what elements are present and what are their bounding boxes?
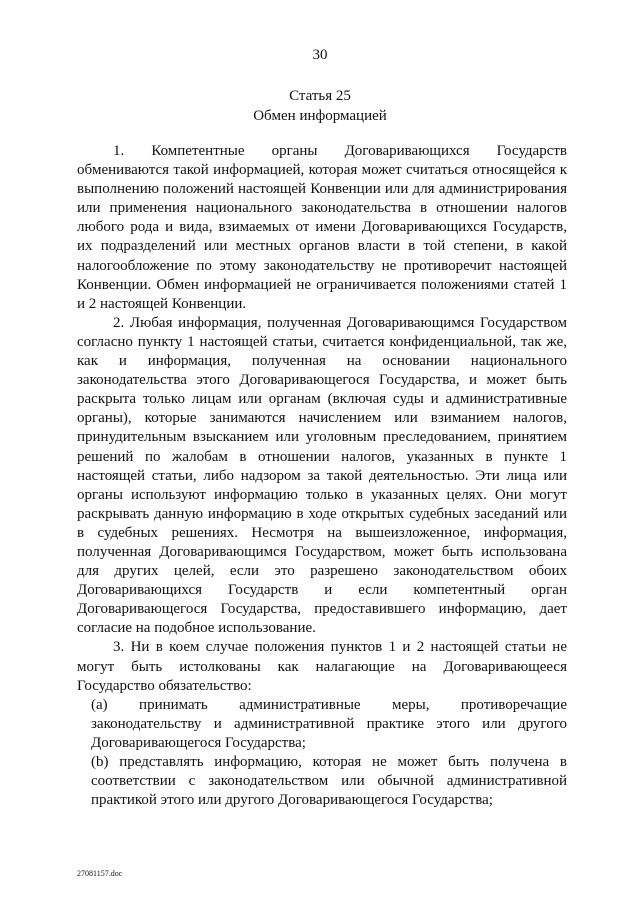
file-name-footer: 27081157.doc bbox=[77, 869, 123, 878]
paragraph-2: 2. Любая информация, полученная Договаривающимся Государством согласно пункту 1 настоящей статьи, считается конфиденциальной, так же, как и информация, полученная на основании национального законодательства этого Договаривающегося Государства, и может быть раскрыта только лицам или органам (включая суды и административные органы), которые занимаются начислением или взиманием налогов, принудительным взысканием или уголовным преследованием, принятием решений по жалобам в отношении налогов, указанных в пункте 1 настоящей статьи, либо надзором за такой деятельностью. Эти лица или органы используют информацию только в указанных целях. Они могут раскрывать данную информацию в ходе открытых судебных заседаний или в судебных решениях. Несмотря на вышеизложенное, информация, полученная Договаривающимся Государством, может быть использована для других целей, если это разрешено законодательством обоих Договаривающихся Государств и если компетентный орган Договаривающегося Государства, предоставившего информацию, дает согласие на подобное использование. bbox=[77, 314, 567, 637]
article-title: Обмен информацией bbox=[253, 108, 387, 124]
page-number: 30 bbox=[312, 47, 328, 63]
subitem-b: (b) представлять информацию, которая не может быть получена в соответствии с законодательством или обычной административной практикой этого или другого Договаривающегося Государства; bbox=[91, 754, 567, 809]
paragraph-1: 1. Компетентные органы Договаривающихся Государств обмениваются такой информацией, которая может считаться относящейся к выполнению положений настоящей Конвенции или для администрирования или применения национального законодательства в отношении налогов любого рода и вида, взимаемых от имени Договаривающихся Государств, их подразделений или местных органов власти в той степени, в какой налогообложение по этому законодательству не противоречит настоящей Конвенции. Обмен информацией не ограничивается положениями статей 1 и 2 настоящей Конвенции. bbox=[77, 143, 567, 312]
article-body bbox=[77, 142, 567, 810]
subitem-a: (a) принимать административные меры, противоречащие законодательству и административной практике этого или другого Договаривающегося Государства; bbox=[91, 696, 567, 751]
article-heading bbox=[0, 86, 640, 126]
paragraph-3: 3. Ни в коем случае положения пунктов 1 и 2 настоящей статьи не могут быть истолкованы как налагающие на Договаривающееся Государство обязательство: bbox=[77, 639, 567, 694]
article-number: Статья 25 bbox=[289, 88, 351, 104]
